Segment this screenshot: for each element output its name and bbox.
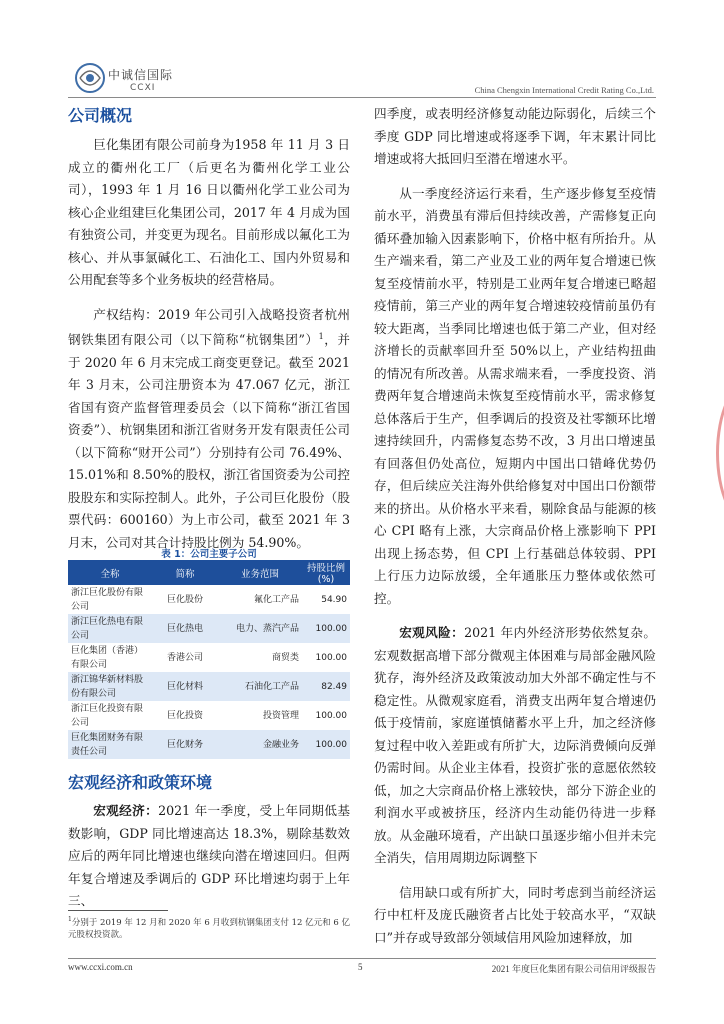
cell-short-name: 巨化热电 (152, 614, 218, 643)
ownership-text-a: 产权结构：2019 年公司引入战略投资者杭州钢铁集团有限公司（以下简称“杭钢集团”） (68, 306, 350, 348)
subsidiaries-table (68, 560, 350, 759)
footer-url: www.ccxi.com.cn (68, 962, 133, 972)
footnote-divider (68, 910, 168, 911)
header-share-ratio: 持股比例(%) (302, 560, 350, 585)
paragraph-company-history: 巨化集团有限公司前身为1958 年 11 月 3 日成立的衢州化工厂（后更名为衢州化学工业公司），1993 年 1 月 16 日以衢州化学工业公司为核心企业组建巨化集团公司，2017 年 4 月成为国有独资公司，并变更为现名。目前形成以氟化工为核心、并从事氯碱化工、石油化工、国内外贸易和公用配套等多个业务板块的经营格局。 (68, 137, 350, 287)
footnote (68, 914, 350, 941)
cell-business: 商贸类 (271, 652, 299, 663)
cell-full-name: 巨化集团财务有限责任公司 (68, 730, 152, 759)
paragraph-gdp-outlook: 四季度，或表明经济修复动能边际弱化，后续三个季度 GDP 同比增速或将逐季下调，年末累计同比增速或将大抵回归至潜在增速水平。 (374, 106, 656, 166)
cell-share: 100.00 (315, 710, 347, 721)
header-short-name: 简称 (152, 560, 218, 585)
paragraph-ownership (68, 304, 350, 555)
ownership-text-b: ，并于 2020 年 6 月末完成工商变更登记。截至 2021 年 3 月末，公司注册资本为 47.067 亿元，浙江省国有资产监督管理委员会（以下简称“浙江省国资委”）、杭钢集团和浙江省财务开发有限责任公司（以下简称“财开公司”）分别持有公司 76.49%、15.01%和 8.50%的股权，浙江省国资委为公司控股股东和实际控制人。此外，子公司巨化股份（股票代码：600160）为上市公司，截至 2021 年 3 月末，公司对其合计持股比例为 54.90%。 (68, 332, 350, 550)
cell-share: 82.49 (302, 672, 350, 701)
company-english-name: China Chengxin International Credit Rating Co.,Ltd. (474, 85, 654, 95)
macro-economy-text: 2021 年一季度，受上年同期低基数影响，GDP 同比增速高达 18.3%，剔除基数效应后的两年同比增速也继续向潜在增速回归。但两年复合增速及季调后的 GDP 环比增速均弱于上年三、 (68, 803, 351, 908)
footnote-text: 分别于 2019 年 12 月和 2020 年 6 月收到杭钢集团支付 12 亿元和 6 亿元股权投资款。 (68, 917, 350, 940)
table-row (68, 643, 350, 672)
cell-short-name: 巨化财务 (152, 730, 218, 759)
cell-short-name: 香港公司 (166, 652, 203, 663)
cell-full-name: 浙江巨化股份有限公司 (71, 587, 144, 612)
logo-english-name: CCXI (130, 83, 156, 93)
cell-full-name: 巨化集团（香港）有限公司 (71, 645, 144, 670)
cell-share: 100.00 (302, 730, 350, 759)
cell-short-name: 巨化股份 (166, 594, 203, 605)
table-title: 表 1：公司主要子公司 (161, 549, 257, 560)
logo-chinese-name: 中诚信国际 (108, 68, 174, 82)
paragraph-q1-review: 从一季度经济运行来看，生产逐步修复至疫情前水平，消费虽有滞后但持续改善，产需修复正向循环叠加输入因素影响下，价格中枢有所抬升。从生产端来看，第二产业及工业的两年复合增速已恢复至疫情前水平，特别是工业两年复合增速已略超疫情前，第三产业的两年复合增速较疫情前虽仍有较大距离，当季同比增速也低于第二产业，但对经济增长的贡献率回升至 50%以上，产业结构扭曲的情况有所改善。从需求端来看，一季度投资、消费两年复合增速尚未恢复至疫情前水平，需求修复总体落后于生产，但季调后的投资及社零额环比增速持续回升，内需修复态势不改，3 月出口增速虽有回落但仍处高位，短期内中国出口错峰优势仍存，但后续应关注海外供给修复对中国出口份额带来的挤出。从价格水平来看，剔除食品与能源的核心 CPI 略有上涨，大宗商品价格上涨影响下 PPI 出现上扬态势，但 CPI 上行基础总体较弱、PPI 上行压力边际放缓，全年通胀压力整体或依然可控。 (374, 185, 656, 606)
table-row (68, 730, 350, 759)
cell-business: 金融业务 (218, 730, 302, 759)
cell-share: 100.00 (315, 652, 347, 663)
footer-report-title: 2021 年度巨化集团有限公司信用评级报告 (491, 964, 656, 974)
cell-short-name: 巨化材料 (152, 672, 218, 701)
header-full-name: 全称 (68, 560, 152, 585)
header-business-scope: 业务范围 (218, 560, 302, 585)
table-row (68, 672, 350, 701)
cell-share: 54.90 (321, 594, 347, 605)
cell-full-name: 浙江巨化投资有限公司 (71, 703, 144, 728)
table-row (68, 585, 350, 614)
paragraph-credit-gap: 信用缺口或有所扩大，同时考虑到当前经济运行中杠杆及庞氏融资者占比处于较高水平，“双缺口”并存或导致部分领域信用风险加速释放，加 (374, 884, 656, 945)
macro-risk-label: 宏观风险： (399, 625, 465, 640)
footnote-mark: 1 (68, 916, 72, 923)
macro-risk-text: 2021 年内外经济形势依然复杂。宏观数据高增下部分微观主体困难与局部金融风险犹存，海外经济及政策波动加大外部不确定性与不稳定性。从微观家庭看，消费支出两年复合增速仍低于疫情前，家庭谨慎储蓄水平上升，加之经济修复过程中收入差距或有所扩大，边际消费倾向反弹仍需时间。从企业主体看，投资扩张的意愿依然较低，加之大宗商品价格上涨较快，部分下游企业的利润水平或被挤压，经济内生动能仍待进一步释放。从金融环境看，产出缺口虽逐步缩小但并未完全消失，信用周期边际调整下 (374, 625, 657, 865)
section-title-macro-environment: 宏观经济和政策环境 (68, 773, 213, 792)
macro-economy-label: 宏观经济： (93, 803, 159, 818)
paragraph-macro-economy (68, 800, 350, 913)
cell-business: 电力、蒸汽产品 (218, 614, 302, 643)
section-title-company-overview: 公司概况 (68, 106, 133, 125)
cell-business: 氟化工产品 (253, 594, 299, 605)
table-row (68, 614, 350, 643)
table-row (68, 701, 350, 730)
cell-short-name: 巨化投资 (166, 710, 203, 721)
header-divider (68, 97, 656, 98)
footer-divider (68, 958, 656, 959)
page-number: 5 (358, 962, 363, 972)
cell-business: 投资管理 (262, 710, 299, 721)
paragraph-macro-risk (374, 622, 656, 870)
right-column-text (374, 103, 656, 949)
cell-full-name: 浙江巨化热电有限公司 (68, 614, 152, 643)
cell-business: 石油化工产品 (218, 672, 302, 701)
cell-share: 100.00 (302, 614, 350, 643)
table-header-row (68, 560, 350, 585)
left-column-text-1 (68, 134, 350, 554)
left-column-text-2 (68, 800, 350, 913)
seal-stamp (716, 380, 724, 526)
footnote-ref: 1 (318, 332, 324, 341)
cell-full-name: 浙江锦华新材料股份有限公司 (68, 672, 152, 701)
